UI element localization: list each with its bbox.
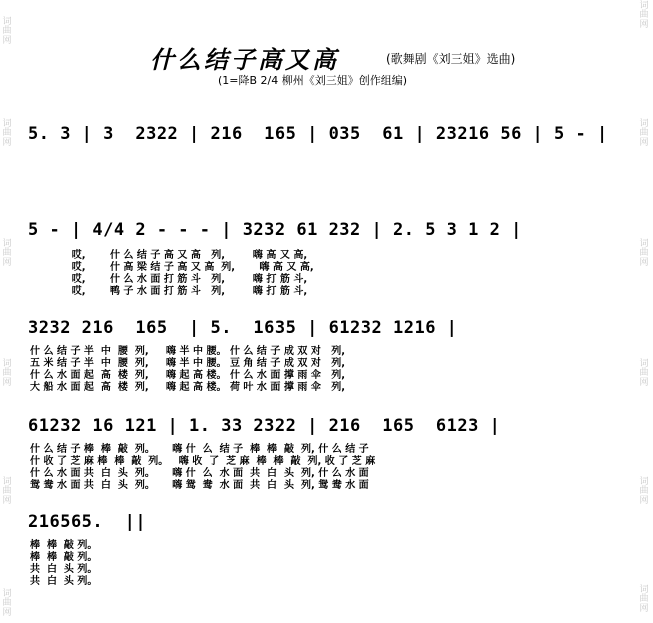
lyric-verse-4: 共 白 头 列。 [30, 576, 98, 587]
watermark-right: 词 曲 网 [639, 239, 649, 268]
lyric-verse-2: 什 收 了 芝 麻 棒 棒 敲 列。 嗨 收 了 芝 麻 棒 棒 敲 列, 收 了 芝 麻 [30, 456, 376, 467]
song-title: 什么结子高又高 [150, 45, 339, 74]
watermark-left: 词 曲 网 [2, 17, 12, 46]
watermark-left: 词 曲 网 [2, 119, 12, 148]
lyric-verse-4: 哎, 鸭 子 水 面 打 筋 斗 列, 嗨 打 筋 斗, [30, 286, 308, 297]
watermark-left: 词 曲 网 [2, 239, 12, 268]
lyric-verse-1: 什 么 结 子 棒 棒 敲 列。 嗨 什 么 结 子 棒 棒 敲 列, 什 么 结 子 [30, 444, 369, 455]
key-signature-line: (1=降B 2/4 柳州《刘三姐》创作组编) [218, 74, 408, 87]
notation-line-5: 216565. || [28, 512, 147, 532]
notation-line-2: 5 - | 4/4 2 - - - | 3232 61 232 | 2. 5 3 1 2 | [28, 220, 522, 240]
watermark-right: 词 曲 网 [639, 585, 649, 614]
lyric-verse-2: 棒 棒 敲 列。 [30, 552, 98, 563]
notation-line-1: 5. 3 | 3 2322 | 216 165 | 035 61 | 23216 56 | 5 - | [28, 124, 608, 144]
watermark-left: 词 曲 网 [2, 477, 12, 506]
lyric-verse-1: 什 么 结 子 半 中 腰 列, 嗨 半 中 腰。 什 么 结 子 成 双 对 列, [30, 346, 346, 357]
watermark-left: 词 曲 网 [2, 359, 12, 388]
lyric-verse-4: 大 船 水 面 起 高 楼 列, 嗨 起 高 楼。 荷 叶 水 面 撑 雨 伞 列, [30, 382, 346, 393]
lyric-verse-3: 共 白 头 列。 [30, 564, 98, 575]
lyric-verse-2: 五 米 结 子 半 中 腰 列, 嗨 半 中 腰。 豆 角 结 子 成 双 对 列, [30, 358, 346, 369]
lyric-verse-2: 哎, 什 高 梁 结 子 高 又 高 列, 嗨 高 又 高, [30, 262, 314, 273]
notation-line-3: 3232 216 165 | 5. 1635 | 61232 1216 | [28, 318, 458, 338]
lyric-verse-4: 鸳 鸯 水 面 共 白 头 列。 嗨 鸳 鸯 水 面 共 白 头 列, 鸳 鸯 水 面 [30, 480, 369, 491]
watermark-right: 词 曲 网 [639, 359, 649, 388]
watermark-right: 词 曲 网 [639, 1, 649, 30]
watermark-left: 词 曲 网 [2, 589, 12, 618]
song-subtitle: (歌舞剧《刘三姐》选曲) [386, 52, 516, 66]
lyric-verse-1: 哎, 什 么 结 子 高 又 高 列, 嗨 高 又 高, [30, 250, 308, 261]
lyric-verse-1: 棒 棒 敲 列。 [30, 540, 98, 551]
lyric-verse-3: 哎, 什 么 水 面 打 筋 斗 列, 嗨 打 筋 斗, [30, 274, 308, 285]
lyric-verse-3: 什 么 水 面 起 高 楼 列, 嗨 起 高 楼。 什 么 水 面 撑 雨 伞 列, [30, 370, 346, 381]
watermark-right: 词 曲 网 [639, 477, 649, 506]
lyric-verse-3: 什 么 水 面 共 白 头 列。 嗨 什 么 水 面 共 白 头 列, 什 么 水 面 [30, 468, 369, 479]
watermark-right: 词 曲 网 [639, 119, 649, 148]
notation-line-4: 61232 16 121 | 1. 33 2322 | 216 165 6123 | [28, 416, 501, 436]
